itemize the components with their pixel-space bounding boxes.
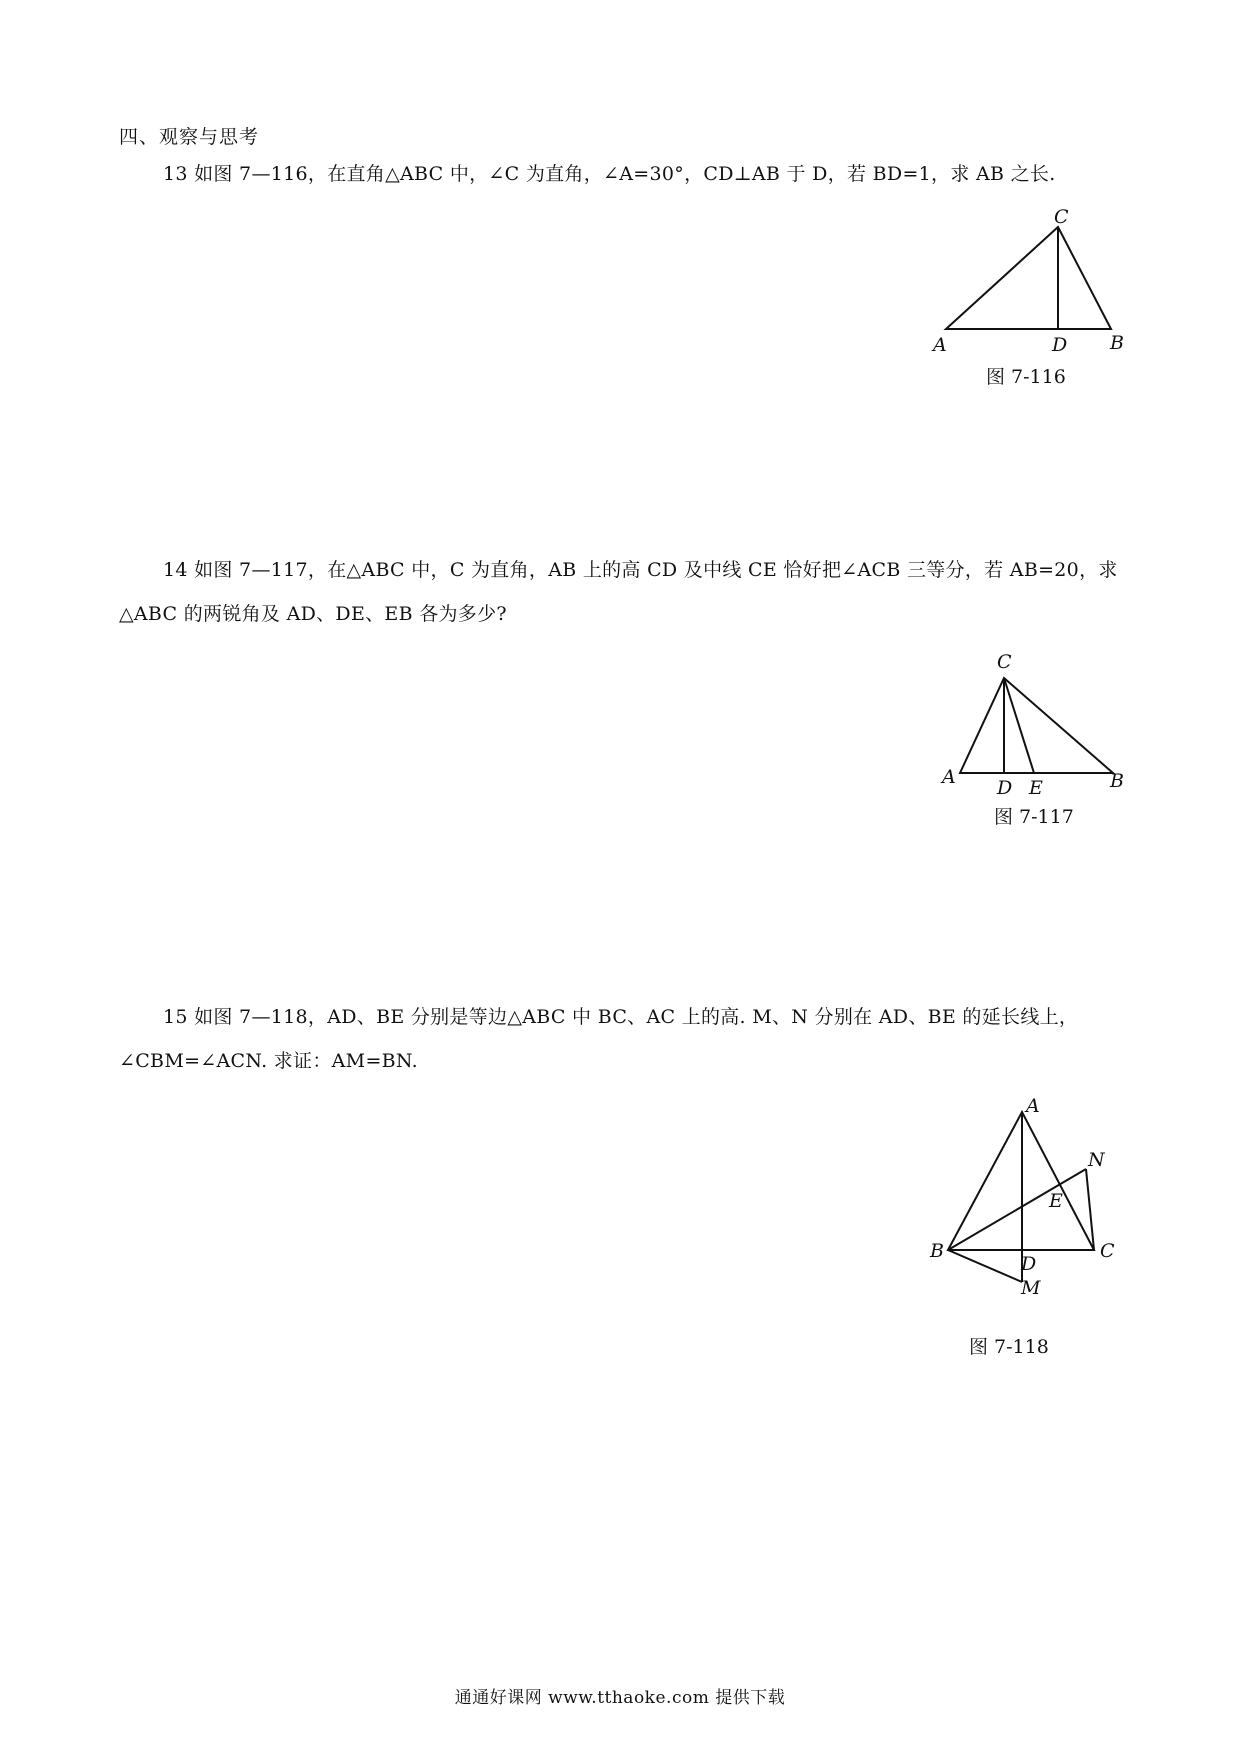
section-heading: 四、观察与思考 [119,126,260,148]
vertex-label-a: A [1026,1095,1040,1117]
problem-13-text: 13 如图 7—116，在直角△ABC 中，∠C 为直角，∠A=30°，CD⊥AB 于 D，若 BD=1，求 AB 之长. [163,163,1056,185]
triangle-abc [946,227,1111,329]
vertex-label-n: N [1088,1149,1105,1171]
page-footer: 通通好课网 www.tthaoke.com 提供下载 [454,1688,786,1708]
vertex-label-a: A [942,766,956,788]
vertex-label-e: E [1049,1190,1063,1212]
figure-7-116 [930,206,1130,390]
vertex-label-b: B [1110,332,1124,354]
vertex-label-b: B [1110,770,1124,792]
figure-7-118 [920,1090,1140,1360]
vertex-label-d: D [1052,334,1068,356]
triangle-abc [960,678,1113,773]
vertex-label-d: D [1021,1253,1037,1275]
vertex-label-c: C [1100,1240,1115,1262]
vertex-label-d: D [997,777,1013,799]
problem-15-text: 15 如图 7—118，AD、BE 分别是等边△ABC 中 BC、AC 上的高. M、N 分别在 AD、BE 的延长线上，∠CBM=∠ACN. 求证：AM=BN. [119,1006,1079,1072]
figure-caption: 图 7-116 [986,366,1066,388]
segment-bm [948,1250,1022,1282]
figure-caption: 图 7-118 [969,1336,1049,1358]
vertex-label-c: C [997,651,1012,673]
vertex-label-a: A [933,334,947,356]
vertex-label-e: E [1029,777,1043,799]
vertex-label-m: M [1021,1277,1041,1299]
figure-caption: 图 7-117 [994,806,1074,828]
figure-7-117 [930,645,1130,835]
vertex-label-c: C [1054,206,1069,228]
vertex-label-b: B [930,1240,944,1262]
problem-14-text: 14 如图 7—117，在△ABC 中，C 为直角，AB 上的高 CD 及中线 CE 恰好把∠ACB 三等分，若 AB=20，求△ABC 的两锐角及 AD、DE、EB 各为多少? [119,559,1118,625]
